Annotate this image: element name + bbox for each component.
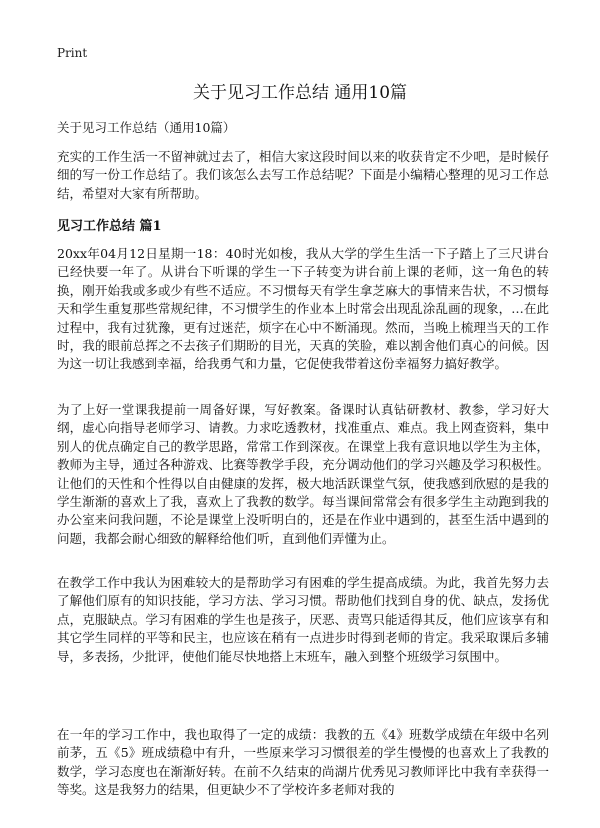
body-paragraph-2: 为了上好一堂课我提前一周备好课，写好教案。备课时认真钻研教材、教参，学习好大纲，虚心向指导老师学习、请教。力求吃透教材，找准重点、难点。我上网查资料，集中别人的优点确定自己的教学思路，常常工作到深夜。在课堂上我有意识地以学生为主体，教师为主导，通过各种游戏、比赛等教学手段，充分调动他们的学习兴趣及学习积极性。让他们的天性和个性得以自由健康的发挥，极大地活跃课堂气氛，使我感到欣慰的是我的学生渐渐的喜欢上了我，喜欢上了我教的数学。每当课间常常会有很多学生主动跑到我的办公室来问我问题，不论是课堂上没听明白的，还是在作业中遇到的，甚至生活中遇到的问题，我都会耐心细致的解释给他们听，直到他们弄懂为止。 — [57, 402, 549, 546]
section-heading: 见习工作总结 篇1 — [57, 219, 162, 234]
body-paragraph-3: 在教学工作中我认为困难较大的是帮助学习有困难的学生提高成绩。为此，我首先努力去了解他们原有的知识技能，学习方法、学习习惯。帮助他们找到自身的优、缺点，发扬优点，克服缺点。学习有困难的学生也是孩子，厌恶、责骂只能适得其反，他们应该享有和其它学生同样的平等和民主，也应该在稍有一点进步时得到老师的肯定。我采取课后多辅导，多表扬，少批评，使他们能尽快地搭上末班车，融入到整个班级学习氛围中。 — [57, 575, 549, 664]
intro-paragraph: 充实的工作生活一不留神就过去了，相信大家这段时间以来的收获肯定不少吧，是时候仔细的写一份工作总结了。我们该怎么去写工作总结呢？下面是小编精心整理的见习工作总结，希望对大家有所帮助。 — [57, 149, 549, 201]
print-link[interactable]: Print — [57, 46, 88, 60]
page-title: 关于见习工作总结 通用10篇 — [192, 83, 408, 103]
body-paragraph-4: 在一年的学习工作中，我也取得了一定的成绩：我教的五《4》班数学成绩在年级中名列前茅，五《5》班成绩稳中有升，一些原来学习习惯很差的学生慢慢的也喜欢上了我教的数学，学习态度也在渐渐好转。在前不久结束的尚湖片优秀见习教师评比中我有幸获得一等奖。这是我努力的结果，但更缺少不了学校许多老师对我的 — [57, 727, 549, 798]
body-paragraph-1: 20xx年04月12日星期一18：40时光如梭，我从大学的学生生活一下子踏上了三尺讲台已经快要一年了。从讲台下听课的学生一下子转变为讲台前上课的老师，这一角色的转换，刚开始我或多或少有些不适应。不习惯每天有学生拿芝麻大的事情来告状，不习惯每天和学生重复那些常规纪律，不习惯学生的作业本上时常会出现乱涂乱画的现象，…在此过程中，我有过犹豫，更有过迷茫，烦字在心中不断涌现。然而，当晚上梳理当天的工作时，我的眼前总挥之不去孩子们期盼的目光，天真的笑脸，难以割舍他们真心的问候。因为这一切让我感到幸福，给我勇气和力量，它促使我带着这份幸福努力搞好教学。 — [57, 246, 549, 372]
document-subtitle: 关于见习工作总结（通用10篇） — [57, 120, 236, 135]
